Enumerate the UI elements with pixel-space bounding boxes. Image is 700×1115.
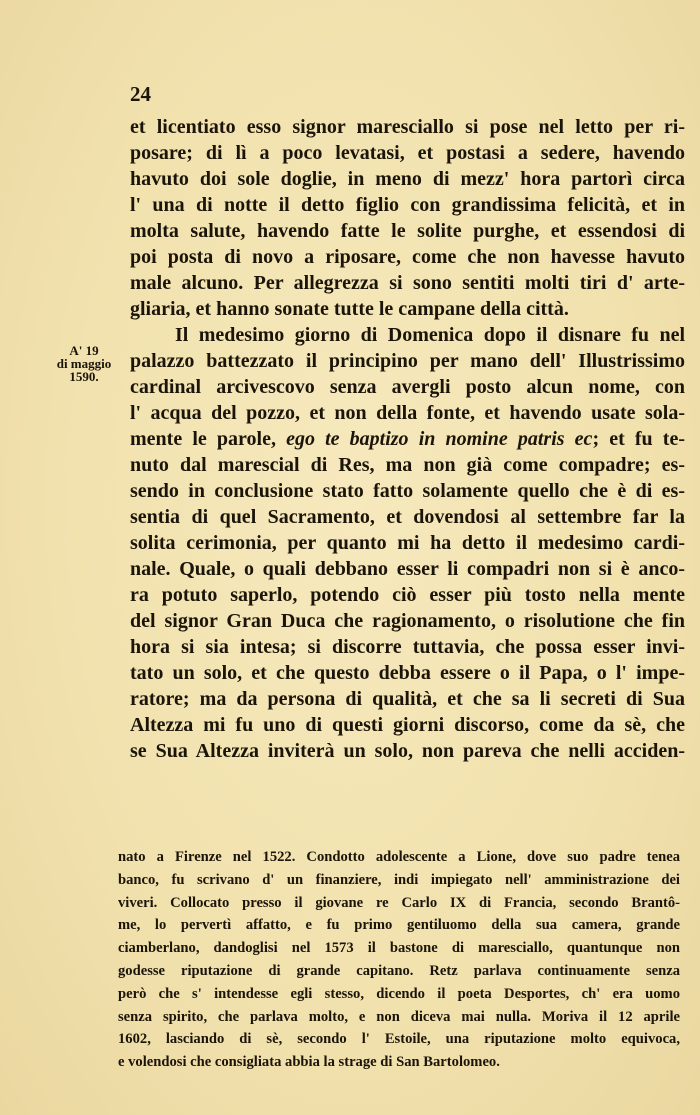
- text-line: se Sua Altezza inviterà un solo, non pareva che nelli acciden-: [130, 740, 685, 762]
- footnote-line: ciamberlano, dandoglisi nel 1573 il bastone di maresciallo, quantunque non: [118, 940, 680, 957]
- text-line: solita cerimonia, per quanto mi ha detto il medesimo cardi-: [130, 532, 685, 554]
- text-line: nuto dal marescial di Res, ma non già come compadre; es-: [130, 454, 685, 476]
- latin-phrase: ego te baptizo in nomine patris ec: [286, 428, 593, 450]
- footnote-line: senza spirito, che parlava molto, e non diceva mai nulla. Moriva il 12 aprile: [118, 1008, 680, 1025]
- footnote-line: viveri. Collocato presso il giovane re Carlo IX di Francia, secondo Brantô-: [118, 894, 680, 911]
- text-segment: mente le parole,: [130, 428, 287, 450]
- page-number: 24: [130, 82, 151, 106]
- text-line: hora si sia intesa; si discorre tuttavia, che possa esser invi-: [130, 636, 685, 658]
- text-line: sendo in conclusione stato fatto solamente quello che è di es-: [130, 480, 685, 502]
- text-line: ratore; ma da persona di qualità, et che sa li secreti di Sua: [130, 688, 685, 710]
- footnote-line: me, lo pervertì affatto, e fu primo gentiluomo della sua camera, grande: [118, 917, 680, 934]
- text-line: nale. Quale, o quali debbano esser li compadri non si è anco-: [130, 558, 685, 580]
- text-line: poi posta di novo a riposare, come che non havesse havuto: [130, 246, 685, 268]
- text-segment: ; et fu te-: [592, 428, 686, 450]
- text-line: et licentiato esso signor maresciallo si pose nel letto per ri-: [130, 116, 685, 138]
- text-line: gliaria, et hanno sonate tutte le campane della città.: [130, 298, 569, 320]
- text-line: Altezza mi fu uno di questi giorni discorso, come da sè, che: [130, 714, 685, 736]
- margin-date-note: [44, 344, 124, 383]
- text-line-with-latin: [130, 426, 685, 452]
- margin-note-line: di maggio: [56, 356, 112, 371]
- text-line: ra potuto saperlo, potendo ciò esser più tosto nella mente: [130, 584, 685, 606]
- text-line: l' acqua del pozzo, et non della fonte, et havendo usate sola-: [130, 402, 685, 424]
- text-line: Il medesimo giorno di Domenica dopo il disnare fu nel: [175, 324, 685, 346]
- text-line: l' una di notte il detto figlio con grandissima felicità, et in: [130, 194, 685, 216]
- text-line: cardinal arcivescovo senza avergli posto alcun nome, con: [130, 376, 685, 398]
- main-text: [130, 114, 685, 764]
- footnote-line: nato a Firenze nel 1522. Condotto adolescente a Lione, dove suo padre tenea: [118, 849, 680, 865]
- text-line: palazzo battezzato il principino per mano dell' Illustrissimo: [130, 350, 685, 372]
- footnote-line: 1602, lasciando di sè, secondo l' Estoile, una riputazione molto equivoca,: [118, 1031, 680, 1048]
- margin-note-line: A' 19: [69, 343, 99, 358]
- text-line: del signor Gran Duca che ragionamento, o risolutione che fin: [130, 610, 685, 632]
- text-line: molta salute, havendo fatte le solite purghe, et essendosi di: [130, 220, 685, 242]
- footnote: [118, 846, 680, 1074]
- text-line: male alcuno. Per allegrezza si sono sentiti molti tiri d' arte-: [130, 272, 685, 294]
- footnote-line: però che s' intendesse egli stesso, dicendo il poeta Desportes, ch' era uomo: [118, 985, 680, 1002]
- footnote-line: godesse riputazione di grande capitano. Retz parlava continuamente senza: [118, 962, 680, 979]
- margin-note-line: 1590.: [69, 369, 99, 384]
- footnote-line: e volendosi che consigliata abbia la strage di San Bartolomeo.: [118, 1054, 500, 1071]
- text-line: posare; di lì a poco levatasi, et postasi a sedere, havendo: [130, 142, 685, 164]
- text-line: sentia di quel Sacramento, et dovendosi al settembre far la: [130, 506, 685, 528]
- text-line: tato un solo, et che questo debba essere o il Papa, o l' impe-: [130, 662, 685, 684]
- footnote-line: banco, fu scrivano d' un finanziere, indi impiegato nell' amministrazione dei: [118, 871, 680, 888]
- text-line: havuto doi sole doglie, in meno di mezz' hora partorì circa: [130, 168, 685, 190]
